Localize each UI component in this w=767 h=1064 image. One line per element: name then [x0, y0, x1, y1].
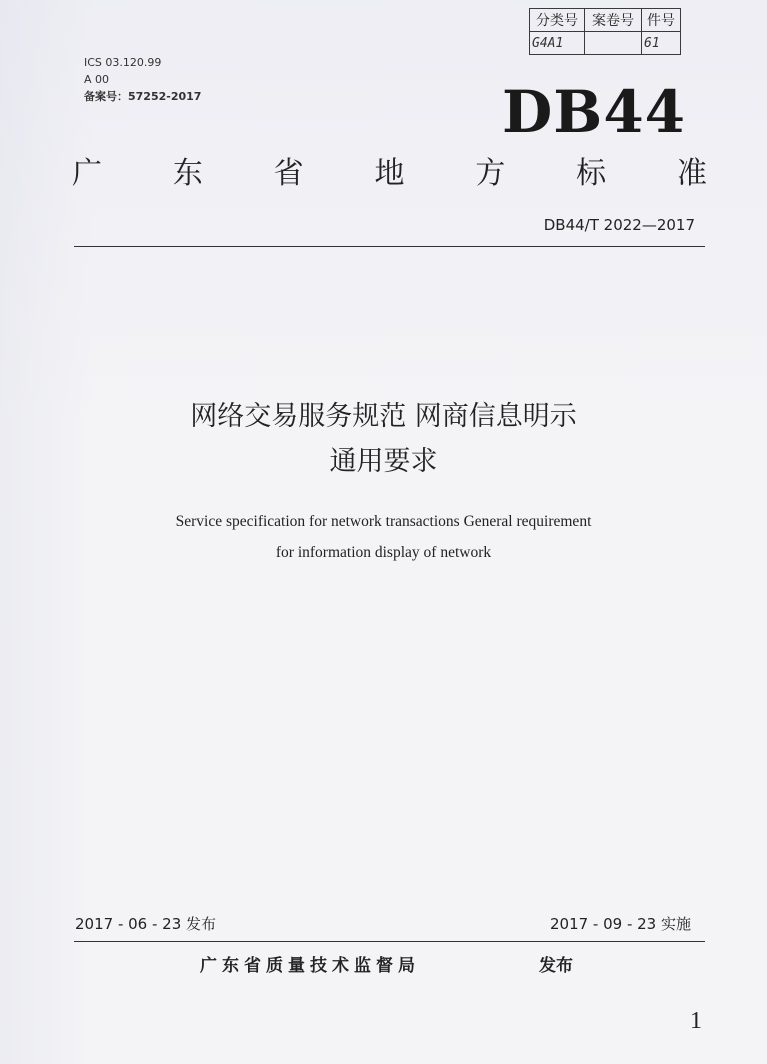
standard-number: DB44/T 2022—2017 — [543, 216, 695, 234]
publish-date: 2017 - 06 - 23 发布 — [75, 915, 217, 933]
record-number: 备案号：57252-2017 — [84, 90, 202, 103]
db44-code-mark: DB44 — [502, 78, 687, 146]
stamp-value-file-no — [585, 32, 642, 55]
english-title-line-1: Service specification for network transactions General requirement — [175, 513, 592, 530]
heading-char: 地 — [374, 156, 405, 191]
archive-stamp — [529, 8, 681, 55]
heading-char: 广 — [72, 156, 102, 191]
english-title-line-2: for information display of network — [275, 544, 492, 561]
effective-date: 2017 - 09 - 23 实施 — [549, 915, 691, 933]
stamp-value-item-no: 61 — [642, 32, 681, 55]
ccs-code: A 00 — [84, 73, 110, 86]
stamp-header-classification: 分类号 — [530, 9, 585, 32]
header-divider — [74, 246, 705, 247]
heading-char: 省 — [273, 156, 304, 191]
issued-label: 发布 — [539, 956, 573, 976]
ics-code: ICS 03.120.99 — [84, 56, 162, 69]
heading-char: 准 — [676, 156, 707, 191]
guangdong-local-standard-heading — [72, 154, 707, 194]
chinese-title-line-1: 网络交易服务规范 网商信息明示 — [190, 401, 577, 432]
heading-char: 东 — [172, 156, 203, 191]
stamp-header-item-no: 件号 — [642, 9, 681, 32]
chinese-title-line-2: 通用要求 — [329, 446, 438, 477]
heading-char: 方 — [475, 156, 506, 191]
heading-char: 标 — [576, 156, 607, 191]
page-number: 1 — [690, 1008, 702, 1034]
issuing-authority: 广东省质量技术监督局 — [200, 956, 420, 976]
stamp-header-file-no: 案卷号 — [585, 9, 642, 32]
stamp-value-classification: G4A1 — [530, 32, 585, 55]
footer-divider — [74, 941, 705, 942]
